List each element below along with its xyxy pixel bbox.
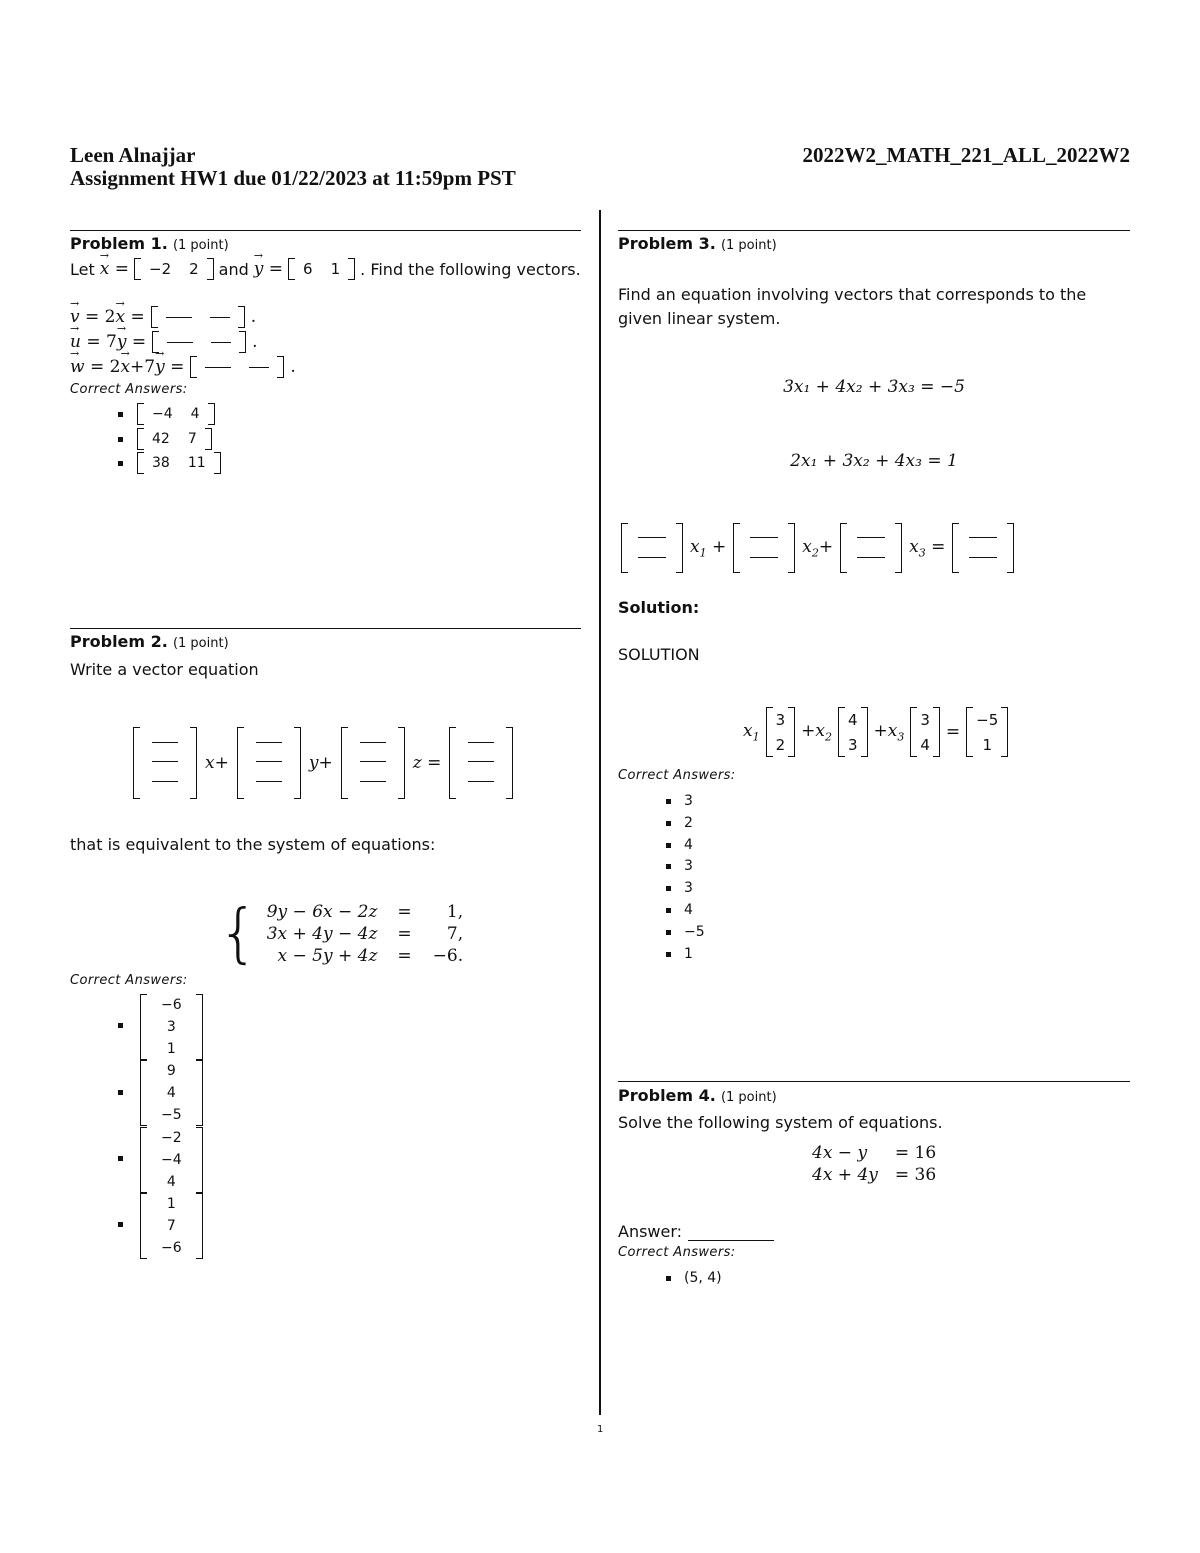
bullet [666,821,671,826]
w-blank-2[interactable] [249,367,269,368]
bullet [118,1090,123,1095]
bullet [666,908,671,913]
u-blank-2[interactable] [211,342,231,343]
p1-answer-1: −4 4 [137,403,215,425]
p2-answer-3: −2 −4 4 [140,1127,203,1193]
bullet [666,799,671,804]
p2-blank[interactable] [468,742,494,743]
p3-blank[interactable] [638,537,666,538]
linear-system: { 9y − 6x − 2z = 1, 3x + 4y − 4z = 7, x − 5y + 4z = −6. [218,897,464,971]
p4-answer-blank[interactable] [688,1226,774,1241]
bullet [666,930,671,935]
w-blank-1[interactable] [205,367,231,368]
v-blank-2[interactable] [210,317,230,318]
p3-blank[interactable] [638,557,666,558]
p2-blank[interactable] [152,761,178,762]
u-blank-1[interactable] [167,342,193,343]
u-equation: → u = 7→ y = . [70,331,258,353]
p3-blank[interactable] [857,537,885,538]
bullet [666,886,671,891]
p2-blank[interactable] [360,742,386,743]
p2-answer-4: 1 7 −6 [140,1193,203,1259]
p3-equation-2: 2x₁ + 3x₂ + 4x₃ = 1 [790,451,958,471]
problem3-title: Problem 3. (1 point) [618,234,777,253]
problem3-prompt: Find an equation involving vectors that corresponds to the given linear system. [618,285,1087,328]
problem2-correct-label: Correct Answers: [70,973,188,988]
p2-answer-1: −6 3 1 [140,994,203,1060]
problem1-prompt: Let → x = −2 2 and → y = 6 1 . Find the following vectors. [70,258,581,280]
p3-answer: 4 [684,837,693,853]
p3-answer: 3 [684,858,693,874]
p3-equation-1: 3x₁ + 4x₂ + 3x₃ = −5 [783,377,965,397]
p3-blank[interactable] [969,557,997,558]
problem2-prompt: Write a vector equation [70,660,259,679]
p2-blank[interactable] [468,761,494,762]
p3-answer: −5 [684,924,705,940]
w-equation: → w = 2→ x+7→ y = . [70,356,296,378]
bullet [118,437,123,442]
p3-vector-blanks: $x_1$ + $x_2+$ $x_3$ = [621,523,1014,573]
p2-blank[interactable] [468,781,494,782]
bullet [666,952,671,957]
p2-blank[interactable] [360,781,386,782]
bullet [118,461,123,466]
bullet [118,1023,123,1028]
problem3-rule [618,230,1130,231]
p3-blank[interactable] [750,537,778,538]
problem1-rule [70,230,581,231]
problem4-prompt: Solve the following system of equations. [618,1113,943,1132]
course-code: 2022W2_MATH_221_ALL_2022W2 [802,143,1130,167]
problem3-correct-label: Correct Answers: [618,768,736,783]
p2-blank[interactable] [256,742,282,743]
problem4-correct-label: Correct Answers: [618,1245,736,1260]
solution-heading: SOLUTION [618,645,700,664]
p3-answer: 3 [684,793,693,809]
p1-answer-3: 38 11 [137,452,221,474]
assignment-title: Assignment HW1 due 01/22/2023 at 11:59pm PST [70,166,516,190]
problem4-rule [618,1081,1130,1082]
vector-equation-blanks: x+ y+ z = [133,727,513,799]
p1-answer-2: 42 7 [137,428,212,450]
p3-answer: 2 [684,815,693,831]
p3-blank[interactable] [857,557,885,558]
page-number: 1 [597,1424,604,1435]
p3-blank[interactable] [750,557,778,558]
p4-answer-row: Answer: [618,1222,774,1241]
p2-blank[interactable] [360,761,386,762]
bullet [666,843,671,848]
bullet [118,412,123,417]
p3-answer: 1 [684,946,693,962]
v-blank-1[interactable] [166,317,192,318]
v-equation: → v = 2→ x = . [70,306,256,328]
problem1-correct-label: Correct Answers: [70,382,188,397]
problem4-title: Problem 4. (1 point) [618,1086,777,1105]
bullet [118,1222,123,1227]
p2-blank[interactable] [256,761,282,762]
problem2-rule [70,628,581,629]
p3-blank[interactable] [969,537,997,538]
p2-blank[interactable] [256,781,282,782]
p2-blank[interactable] [152,742,178,743]
problem2-title: Problem 2. (1 point) [70,632,229,651]
p2-answer-2: 9 4 −5 [140,1060,203,1126]
bullet [666,864,671,869]
problem1-title: Problem 1. (1 point) [70,234,229,253]
bullet [666,1276,671,1281]
column-divider [599,210,601,1415]
bullet [118,1156,123,1161]
p4-answer: (5, 4) [684,1270,722,1286]
student-name: Leen Alnajjar [70,143,196,167]
solution-vector-equation: $x_1$ 3 2 $+x_2$ 4 3 $+x_3$ 3 4 = −5 1 [743,707,1008,757]
p3-answer: 3 [684,880,693,896]
solution-label: Solution: [618,598,700,617]
p4-system: 4x − y = 16 4x + 4y = 36 [812,1143,937,1185]
p2-blank[interactable] [152,781,178,782]
p3-answer: 4 [684,902,693,918]
system-brace: { [218,897,259,971]
problem2-equiv: that is equivalent to the system of equations: [70,835,436,854]
